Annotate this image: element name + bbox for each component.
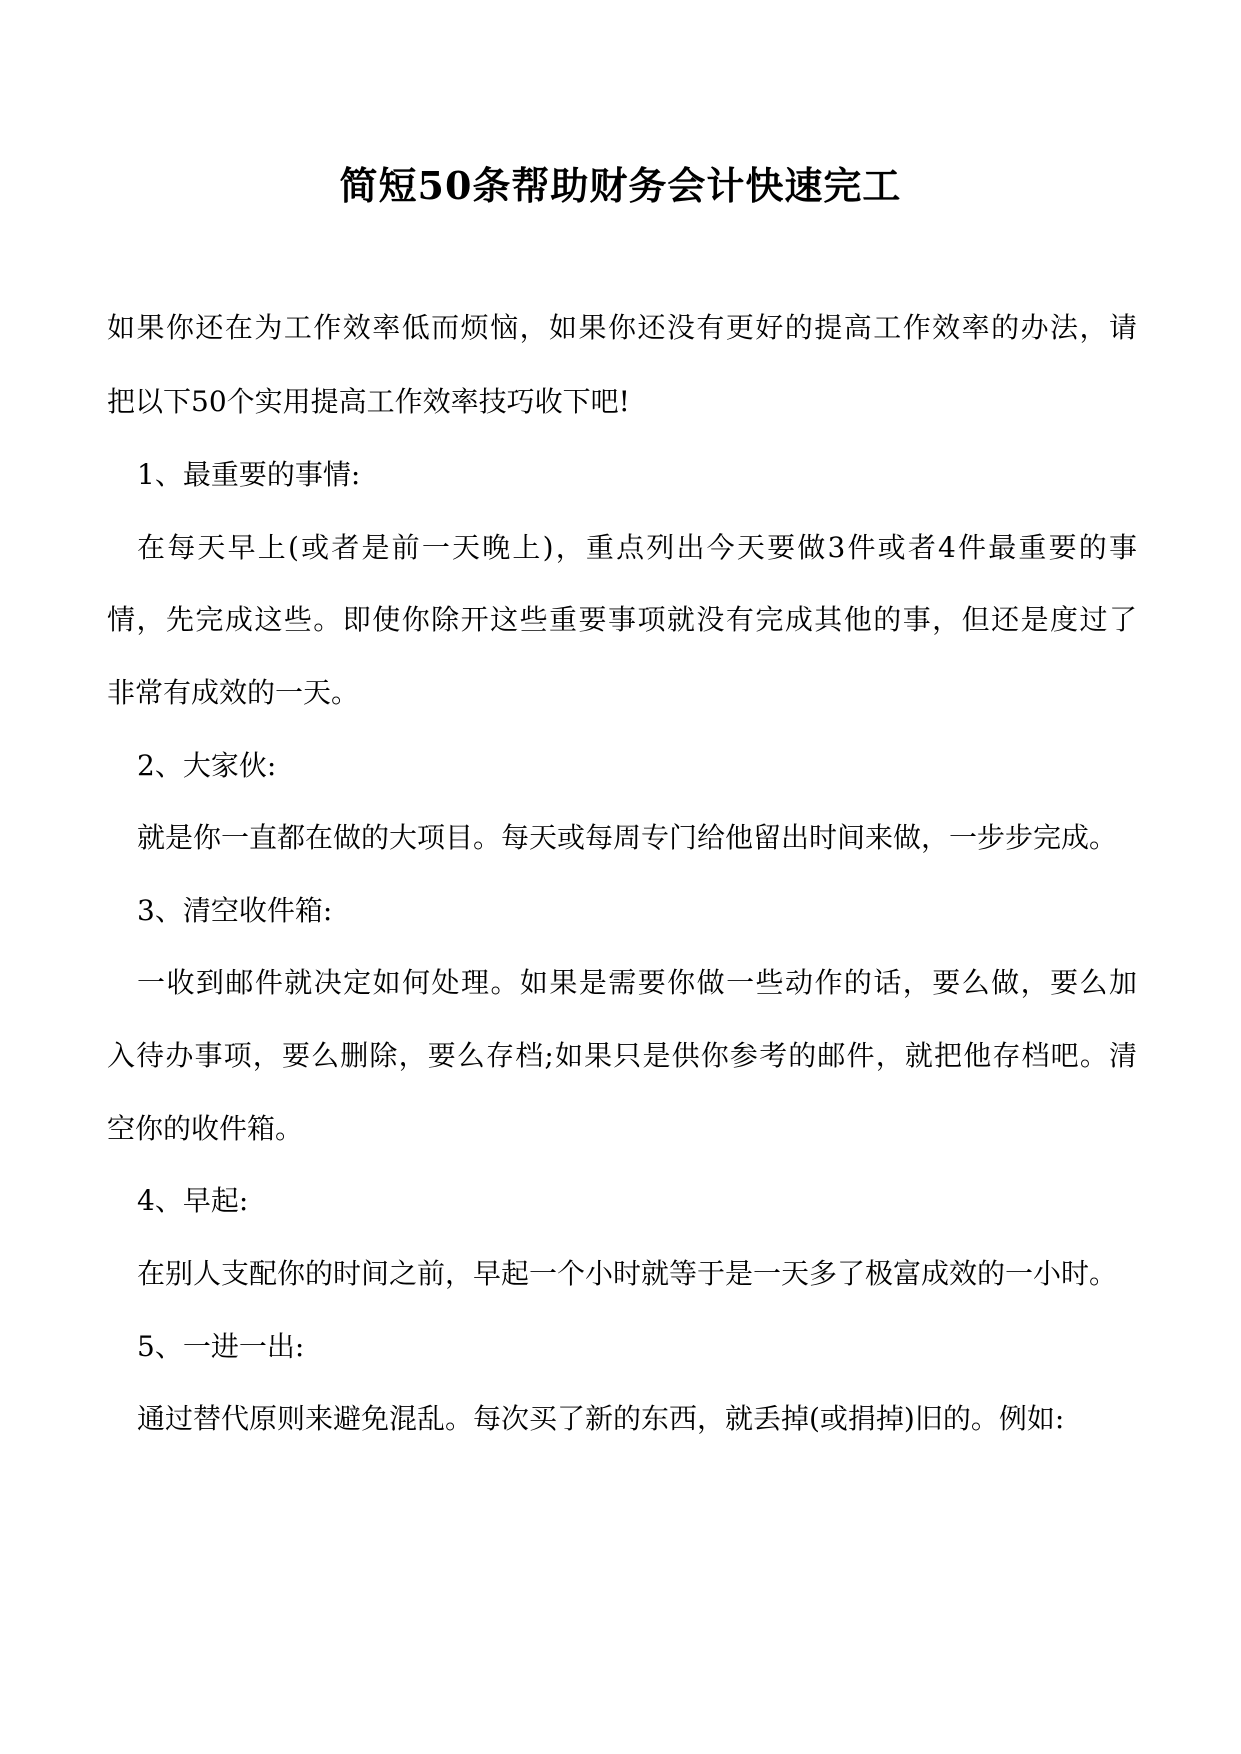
section-heading-4: 4、早起: — [137, 1184, 249, 1217]
section-heading-5: 5、一进一出: — [137, 1330, 305, 1363]
section-3-line-3: 空你的收件箱。 — [107, 1112, 304, 1145]
intro-line-2: 把以下50个实用提高工作效率技巧收下吧! — [107, 385, 630, 418]
section-heading-3: 3、清空收件箱: — [137, 894, 333, 927]
section-3-line-2: 入待办事项，要么删除，要么存档;如果只是供你参考的邮件，就把他存档吧。清 — [107, 1039, 1137, 1072]
section-1-line-1: 在每天早上(或者是前一天晚上)，重点列出今天要做3件或者4件最重要的事 — [137, 531, 1137, 564]
section-3-line-1: 一收到邮件就决定如何处理。如果是需要你做一些动作的话，要么做，要么加 — [137, 966, 1137, 999]
section-5-line-1: 通过替代原则来避免混乱。每次买了新的东西，就丢掉(或捐掉)旧的。例如: — [137, 1402, 1065, 1435]
section-1-line-3: 非常有成效的一天。 — [107, 676, 360, 709]
section-4-line-1: 在别人支配你的时间之前，早起一个小时就等于是一天多了极富成效的一小时。 — [137, 1257, 1118, 1290]
section-heading-1: 1、最重要的事情: — [137, 458, 361, 491]
section-1-line-2: 情，先完成这些。即使你除开这些重要事项就没有完成其他的事，但还是度过了 — [107, 603, 1137, 636]
document-title: 简短50条帮助财务会计快速完工 — [339, 163, 902, 208]
section-heading-2: 2、大家伙: — [137, 749, 277, 782]
intro-line-1: 如果你还在为工作效率低而烦恼，如果你还没有更好的提高工作效率的办法，请 — [107, 311, 1137, 344]
section-2-line-1: 就是你一直都在做的大项目。每天或每周专门给他留出时间来做，一步步完成。 — [137, 821, 1118, 854]
